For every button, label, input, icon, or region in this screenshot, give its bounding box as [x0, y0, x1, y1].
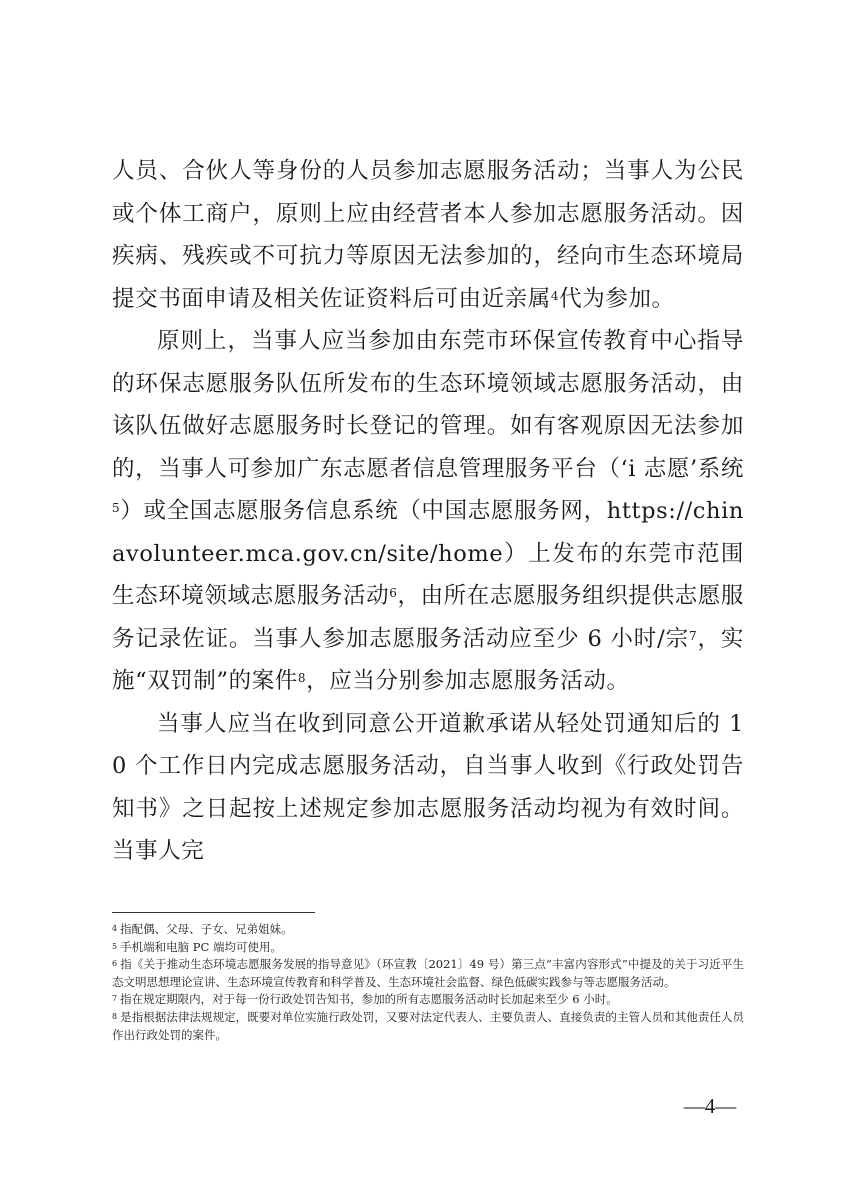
paragraph-2-text-1: 原则上，当事人应当参加由东莞市环保宣传教育中心指导的环保志愿服务队伍所发布的生态环境领域志愿服务活动，由该队伍做好志愿服务时长登记的管理。如有客观原因无法参加的，当事人可参加广东志愿者信息管理服务平台（‘i 志愿’系统 [112, 328, 744, 482]
footnote-separator [112, 912, 315, 913]
footnote-8 [112, 1009, 744, 1044]
paragraph-1-text-2: 代为参加。 [559, 285, 675, 312]
footnote-4 [112, 921, 744, 939]
footnote-number: 5 [112, 941, 118, 951]
footnote-text: 指在规定期限内，对于每一份行政处罚告知书，参加的所有志愿服务活动时长加起来至少 6 小时。 [120, 992, 618, 1007]
footnote-text: 指配偶、父母、子女、兄弟姐妹。 [120, 922, 293, 936]
footnote-6 [112, 956, 744, 991]
footnote-text: 手机端和电脑 PC 端均可使用。 [120, 939, 282, 954]
paragraph-2-text-3: ，由所在志愿服务组织提供志愿服务记录佐证。当事人参加志愿服务活动应至少 6 小时/宗 [112, 583, 744, 652]
paragraph-2 [112, 320, 744, 703]
footnote-text: 是指根据法律法规规定，既要对单位实施行政处罚，又要对法定代表人、主要负责人、直接负责的主管人员和其他责任人员作出行政处罚的案件。 [112, 1009, 744, 1042]
paragraph-2-text-2: ）或全国志愿服务信息系统（中国志愿服务网，https://chinavolunteer.mca.gov.cn/site/home）上发布的东莞市范围生态环境领域志愿服务活动 [112, 498, 744, 609]
paragraph-1-text-1: 人员、合伙人等身份的人员参加志愿服务活动；当事人为公民或个体工商户，原则上应由经营者本人参加志愿服务活动。因疾病、残疾或不可抗力等原因无法参加的，经向市生态环境局提交书面申请及相关佐证资料后可由近亲属 [112, 158, 744, 312]
footnote-text: 指《关于推动生态环境志愿服务发展的指导意见》（环宣教〔2021〕49 号）第三点“丰富内容形式”中提及的关于习近平生态文明思想理论宣讲、生态环境宣传教育和科学普及、生态环境社会监督、绿色低碳实践参与等志愿服务活动。 [112, 957, 744, 989]
body-text [112, 150, 744, 873]
footnote-ref-7: 7 [689, 628, 698, 643]
footnote-number: 6 [112, 959, 118, 969]
paragraph-2-text-5: ，应当分别参加志愿服务活动。 [306, 668, 630, 694]
footnote-ref-4: 4 [550, 288, 560, 303]
footnote-ref-6: 6 [389, 586, 398, 600]
paragraph-1 [112, 150, 744, 320]
footnote-ref-5: 5 [112, 501, 121, 515]
footnote-ref-8: 8 [297, 671, 307, 685]
paragraph-2-text-4: ，实施“双罚制”的案件 [112, 625, 744, 694]
page-number: —4— [683, 1094, 737, 1118]
paragraph-3: 当事人应当在收到同意公开道歉承诺从轻处罚通知后的 10 个工作日内完成志愿服务活动，自当事人收到《行政处罚告知书》之日起按上述规定参加志愿服务活动均视为有效时间。当事人完 [112, 710, 744, 864]
footnote-number: 7 [112, 994, 118, 1004]
footnote-5 [112, 939, 744, 957]
footnote-number: 8 [112, 1011, 118, 1021]
footnotes [112, 921, 744, 1044]
footnote-7 [112, 991, 744, 1009]
footnote-number: 4 [112, 924, 118, 933]
